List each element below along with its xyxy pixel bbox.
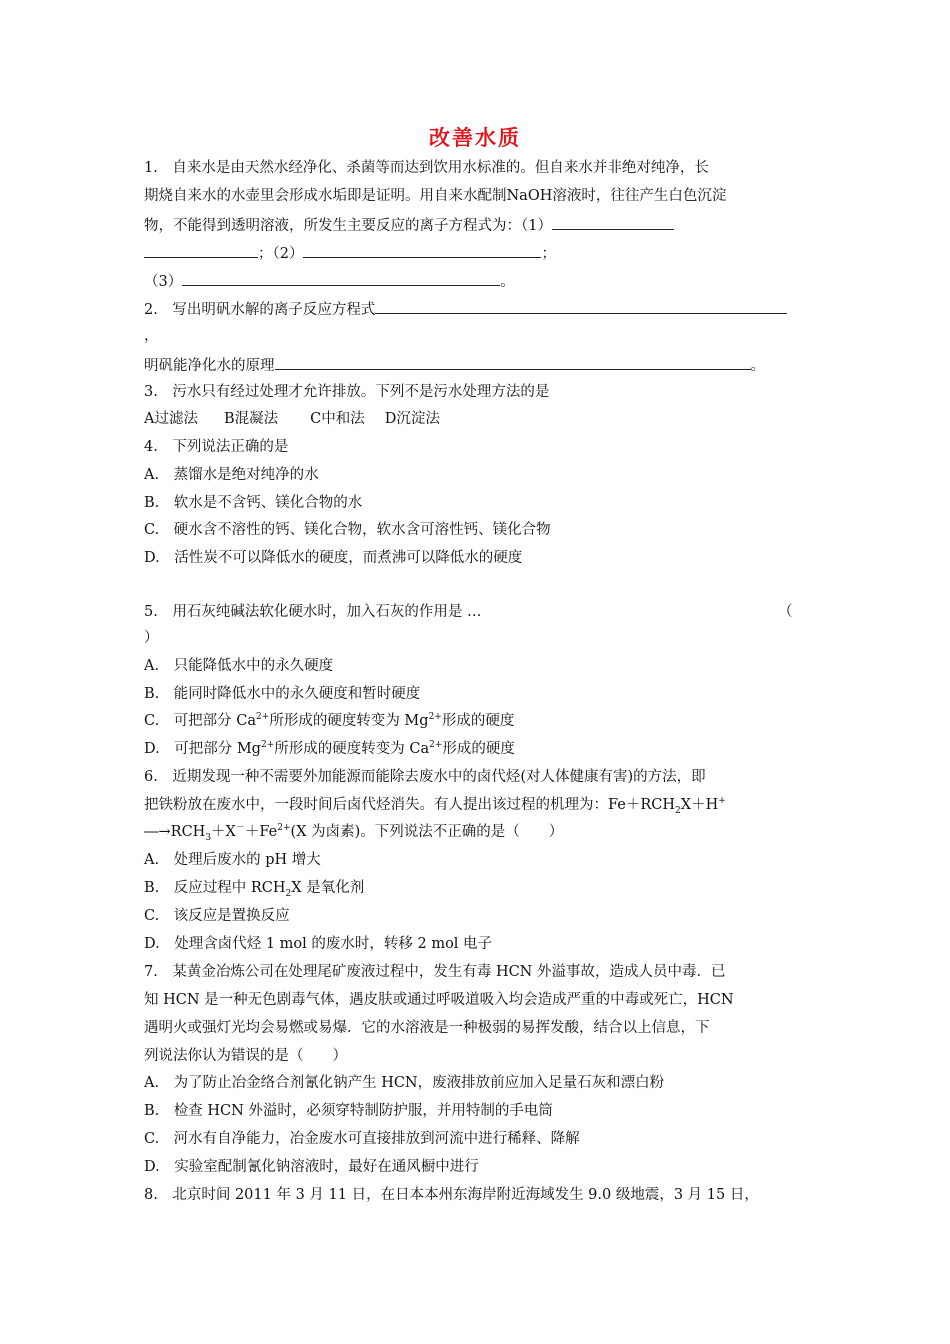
q4-option-b: B. 软水是不含钙、镁化合物的水 bbox=[144, 495, 363, 511]
q7-option-b: B. 检查 HCN 外溢时，必须穿特制防护服，并用特制的手电筒 bbox=[144, 1103, 553, 1119]
q5-d-charge-1: 2+ bbox=[260, 740, 275, 751]
q2-line1 bbox=[144, 298, 787, 320]
q1-line1: 1. 自来水是由天然水经净化、杀菌等而达到饮用水标准的。但自来水并非绝对纯净，长 bbox=[144, 160, 709, 176]
q7-option-c: C. 河水有自净能力，冶金废水可直接排放到河流中进行稀释、降解 bbox=[144, 1131, 580, 1147]
answer-blank-alum-principle[interactable] bbox=[275, 354, 751, 370]
q7-option-d: D. 实验室配制氰化钠溶液时，最好在通风橱中进行 bbox=[144, 1159, 479, 1175]
q6-b-subscript: 2 bbox=[285, 888, 292, 899]
q1-line5 bbox=[144, 270, 515, 292]
q6-l2-subscript: 2 bbox=[675, 805, 681, 816]
q6-l3-subscript: 3 bbox=[205, 832, 212, 843]
q7-line1: 7. 某黄金冶炼公司在处理尾矿废液过程中，发生有毒 HCN 外溢事故，造成人员中毒．已 bbox=[144, 964, 726, 980]
q5-option-b: B. 能同时降低水中的永久硬度和暂时硬度 bbox=[144, 686, 421, 702]
q5-c-text-end: 形成的硬度 bbox=[441, 713, 515, 729]
q5-option-c bbox=[144, 711, 514, 731]
q5-d-text-mid: 所形成的硬度转变为 Ca bbox=[274, 741, 430, 757]
q5-c-charge-2: 2+ bbox=[428, 712, 442, 723]
option-a: A过滤法 bbox=[144, 411, 198, 427]
option-b: B混凝法 bbox=[223, 411, 279, 427]
q2-stem: 2. 写出明矾水解的离子反应方程式 bbox=[144, 302, 376, 318]
q6-l2-text: 把铁粉放在废水中，一段时间后卤代烃消失。有人提出该过程的机理为：Fe＋RCH bbox=[144, 797, 676, 813]
q6-line2 bbox=[144, 795, 726, 815]
q6-l3-text: ―→RCH bbox=[144, 824, 206, 840]
q6-b-text-end: X 是氧化剂 bbox=[291, 880, 365, 896]
q6-l3-charge-1: － bbox=[235, 823, 245, 834]
q3-options bbox=[144, 409, 440, 429]
q7-line2: 知 HCN 是一种无色剧毒气体，遇皮肤或通过呼吸道吸入均会造成严重的中毒或死亡，HCN bbox=[144, 992, 734, 1008]
answer-blank-alum-equation[interactable] bbox=[375, 298, 787, 314]
q7-line3: 遇明火或强灯光均会易燃或易爆．它的水溶液是一种极弱的易挥发酸，结合以上信息，下 bbox=[144, 1020, 710, 1036]
answer-blank-2[interactable] bbox=[303, 242, 541, 258]
q6-l2-text-mid: X＋H bbox=[680, 797, 719, 813]
q4-option-c: C. 硬水含不溶性的钙、镁化合物，软水含可溶性钙、镁化合物 bbox=[144, 522, 551, 538]
q6-line3 bbox=[144, 822, 563, 842]
q7-line4: 列说法你认为错误的是（ ） bbox=[144, 1048, 347, 1064]
q3-stem: 3. 污水只有经过处理才允许排放。下列不是污水处理方法的是 bbox=[144, 384, 550, 400]
q2-period: 。 bbox=[750, 358, 765, 374]
q6-l3-text-a: ＋X bbox=[211, 824, 236, 840]
q2-line2: ， bbox=[144, 328, 159, 344]
q6-l3-charge-2: 2+ bbox=[277, 823, 291, 834]
answer-blank-3[interactable] bbox=[182, 270, 500, 286]
q7-option-a: A. 为了防止冶金络合剂氰化钠产生 HCN，废液排放前应加入足量石灰和漂白粉 bbox=[144, 1075, 665, 1091]
q1-period: 。 bbox=[500, 274, 515, 290]
q4-option-d: D. 活性炭不可以降低水的硬度，而煮沸可以降低水的硬度 bbox=[144, 550, 523, 566]
q6-b-text: B. 反应过程中 RCH bbox=[144, 880, 286, 896]
option-c: C中和法 bbox=[310, 411, 365, 427]
q1-sep-2: ；（2） bbox=[258, 246, 304, 262]
answer-blank-1[interactable] bbox=[552, 214, 674, 230]
q6-l3-text-b: ＋Fe bbox=[244, 824, 278, 840]
q5-c-charge-1: 2+ bbox=[256, 712, 270, 723]
q4-stem: 4. 下列说法正确的是 bbox=[144, 439, 289, 455]
q6-line1: 6. 近期发现一种不需要外加能源而能除去废水中的卤代烃(对人体健康有害)的方法，即 bbox=[144, 769, 706, 785]
q1-line3 bbox=[144, 214, 674, 236]
q6-option-b bbox=[144, 878, 364, 898]
q4-option-a: A. 蒸馏水是绝对纯净的水 bbox=[144, 467, 319, 483]
q5-d-charge-2: 2+ bbox=[429, 740, 443, 751]
q1-line3-text: 物，不能得到透明溶液，所发生主要反应的离子方程式为：（1） bbox=[144, 218, 552, 234]
q6-option-d: D. 处理含卤代烃 1 mol 的废水时，转移 2 mol 电子 bbox=[144, 936, 493, 952]
option-d: D沉淀法 bbox=[384, 411, 440, 427]
q1-line2: 期烧自来水的水壶里会形成水垢即是证明。用自来水配制NaOH溶液时，往往产生白色沉淀 bbox=[144, 188, 727, 204]
q5-option-d bbox=[144, 739, 515, 759]
q6-l3-text-end: (X 为卤素)。下列说法不正确的是（ ） bbox=[290, 824, 564, 840]
q5-c-text: C. 可把部分 Ca bbox=[144, 713, 257, 729]
q1-label-3: （3） bbox=[144, 274, 183, 290]
q5-d-text: D. 可把部分 Mg bbox=[144, 741, 261, 757]
q6-l2-charge: + bbox=[718, 796, 726, 807]
q2-line3 bbox=[144, 354, 765, 376]
q5-paren-close: ） bbox=[144, 630, 159, 646]
q5-d-text-end: 形成的硬度 bbox=[442, 741, 515, 757]
q6-option-a: A. 处理后废水的 pH 增大 bbox=[144, 852, 321, 868]
page-title: 改善水质 bbox=[429, 126, 521, 150]
q5-option-a: A. 只能降低水中的永久硬度 bbox=[144, 658, 334, 674]
q8-line1: 8. 北京时间 2011 年 3 月 11 日，在日本本州东海岸附近海域发生 9.0 级地震，3 月 15 日， bbox=[144, 1187, 759, 1203]
q5-c-text-mid: 所形成的硬度转变为 Mg bbox=[269, 713, 429, 729]
q1-line4 bbox=[144, 242, 556, 264]
answer-blank-1-cont[interactable] bbox=[144, 242, 258, 258]
q2-principle-label: 明矾能净化水的原理 bbox=[144, 358, 275, 374]
q1-sep-end: ； bbox=[541, 246, 556, 262]
q5-paren-open: （ bbox=[778, 604, 793, 620]
q6-option-c: C. 该反应是置换反应 bbox=[144, 908, 290, 924]
q5-stem: 5. 用石灰纯碱法软化硬水时，加入石灰的作用是 … bbox=[144, 604, 482, 620]
